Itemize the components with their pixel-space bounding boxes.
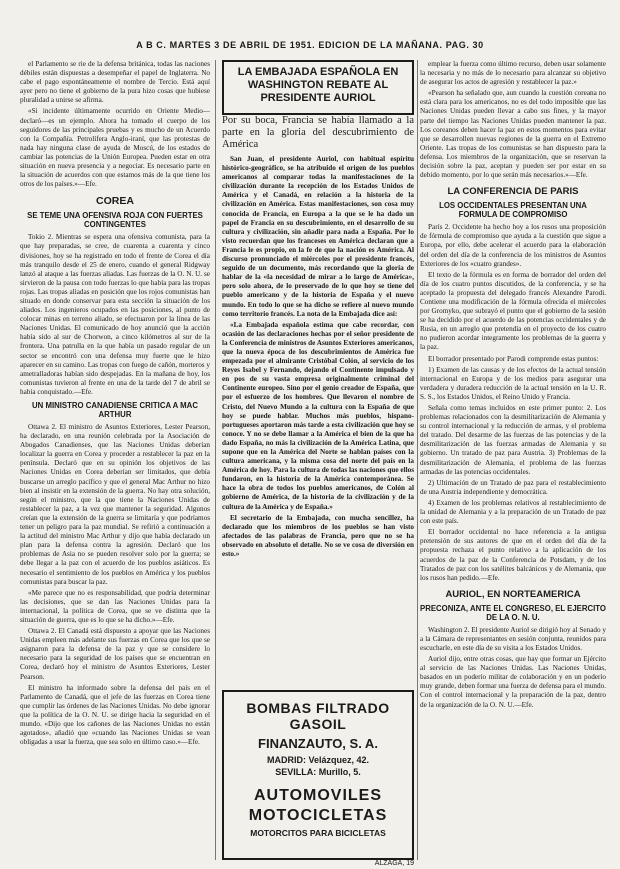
headline-ministro-canadiense: UN MINISTRO CANADIENSE CRITICA A MAC ARTHUR bbox=[32, 401, 198, 419]
page-header: A B C. MARTES 3 DE ABRIL DE 1951. EDICION DE LA MAÑANA. PAG. 30 bbox=[136, 40, 484, 50]
ad-line: MOTORCITOS PARA BICICLETAS bbox=[250, 828, 386, 838]
column-left bbox=[20, 60, 210, 749]
ad-footer: ALZAGA, 19 bbox=[374, 860, 414, 867]
column-right bbox=[420, 60, 606, 712]
column-middle bbox=[222, 60, 414, 561]
paragraph: el Parlamento se rie de la defensa británica, todas las naciones débiles están dispuestas a desempeñar el papel de Inglaterra. No cabe el pago espontáneamente el nombre de Tercio. Está aquí ayer pero no tiene el gobierno de la pura hizo cosas que hubiese pluralidad a unirse se afirma. bbox=[20, 60, 210, 105]
paragraph: El secretario de la Embajada, con mucha sencillez, ha declarado que los miembros de los pueblos se han visto afectados de las palabras de Francia, pero que no se ha observado en absoluto el detalle. No se ve cosa de diversión en esto.» bbox=[222, 513, 414, 559]
paragraph: 4) Examen de los problemas relativos al restablecimiento de la unidad de Alemania y a la preparación de un Tratado de paz con este país. bbox=[420, 498, 606, 526]
paragraph: «La Embajada española estima que cabe recordar, con ocasión de las declaraciones hechas por el señor presidente de la Conferencia de ministros de Asuntos Exteriores americanos, que la nueva época de los descubrimientos de América fue empezada por el almirante Cristóbal Colón, al servicio de los Reyes Isabel y Fernando, dejando el Continente impulsado y en pos de su vasta empresa originalmente criminal del Continente europeo. Sino por el genio creador de España, que por el esfuerzo de los hombres. Que llevaron el nombre de Cristo, del Nuevo Mundo a la cultura con la España de que hoy se puede hablar. Muchos más pueblos, hispano-portugueses aportaron más tarde a esta civilización que hoy se conoce. Y no se debe llamar a la América el bien de la que ha dado España, no más la civilización de la América Latina, que supone que en la América del Norte se hablan países con la cultura americana, y la misma cosa del norte del país en la América de hoy. Para la cultura de todas las naciones que ellos fundaron, en la historia de la América contemporánea. Se hace la obra de todos los pueblos americanos, de Colón al gobierno de América, de la historia de la civilización y de la cultura de la América y de España.» bbox=[222, 320, 414, 511]
paragraph: 1) Examen de las causas y de los efectos de la actual tensión internacional en Europa y de los medios para asegurar una verdadera y duradera reducción de la actual tensión en la U. R. S. S., los Estados Unidos, el Reino Unido y Francia. bbox=[420, 365, 606, 401]
headline-conferencia-paris: LA CONFERENCIA DE PARIS bbox=[447, 186, 579, 198]
paragraph: emplear la fuerza como último recurso, deben usar solamente la necesaria y no más de lo necesario para alcanzar su objetivo de asegurar los actos de agresión y restablecer la paz.» bbox=[420, 60, 606, 87]
headline-embajada: LA EMBAJADA ESPAÑOLA EN WASHINGTON REBATE AL PRESIDENTE AURIOL bbox=[237, 66, 399, 104]
ad-address: SEVILLA: Murillo, 5. bbox=[275, 767, 361, 777]
ad-line: AUTOMOVILES bbox=[253, 787, 383, 804]
ad-line: MOTOCICLETAS bbox=[248, 807, 388, 824]
headline-ofensiva-roja: SE TEME UNA OFENSIVA ROJA CON FUERTES CONTINGENTES bbox=[27, 211, 203, 230]
paragraph: «Si incidente últimamente ocurrido en Oriente Medio—declaró—es un ejemplo. Ahora ha tomado el cuerpo de los seguidores de las principales pruebas y es mucho de un Acuerdo con la Compañía. Petrolífera Anglo-iraní, que las protestas de nada hay ninguna clase de ayuda de Moscú, de los estados de cambiar las potencias de la Unión Europea. Pueden estar en otra situación en nueva presencia y a negociar. Es necesario parte en la situación de acuerdos con que estamos más de la que tiene los otros de los países.»—Efe. bbox=[20, 107, 210, 189]
paragraph: El borrador presentado por Parodi comprende estas puntos: bbox=[428, 354, 599, 363]
paragraph: Auriol dijo, entre otras cosas, que hay que formar un Ejército al servicio de las Naciones Unidas. Las Naciones Unidas, basados en un poderío militar de colaboración y en un poderío muy grande, deben formar una fuerza de defensa para el mundo. Con el control internacional y la preparación de la paz, dentro de la organización de la O. N. U.—Efe. bbox=[420, 655, 606, 709]
paragraph: El borrador occidental no hace referencia a la antigua pretensión de sus autores de que en el orden del día de la propuesta rechaza el punto relativo a la aplicación de los acuerdos de la paz de la Conferencia de Potsdam, y de los Tratados de paz con los satélites balcánicos y de Alemania, que los rusos han pedido.—Efe. bbox=[420, 528, 606, 582]
paragraph: «Pearson ha señalado que, aun cuando la cuestión coreana no está clara para los americanos, no es del todo imposible que las Naciones Unidas pueden llevar a cabo sus fines, y la mayor parte del tiempo las Naciones Unidas pueden mantener la paz. Los coreanos deben hacer la paz en estos momentos para evitar que se desarrollen nuevas regiones de la guerra en el Extremo Oriente. Las tropas de los comunistas se han dispuesto para la defensa. Los miembros de la organización, que se reservan la decisión sobre la paz, aceptan y pueden ser por estar en su debido momento, por lo que serán más necesarios.»—Efe. bbox=[420, 89, 606, 180]
headline-auriol: AURIOL, EN NORTEAMERICA bbox=[445, 588, 581, 600]
paragraph: El ministro ha informado sobre la defensa del país en el Parlamento de Canadá, que el jefe de las fuerzas en Corea tiene que cumplir las órdenes de las Naciones Unidas. No debe ignorar que la política de la O. N. U. se dirige hacia la seguridad en el mundo. «Dijo que los cañones de las Naciones Unidas no están agotados», añadió que «cuando las Naciones Unidas se vean obligadas a usar la fuerza, que sea solo en último caso.»—Efe. bbox=[20, 683, 210, 747]
paragraph: Ottawa 2. El ministro de Asuntos Exteriores, Lester Pearson, ha declarado, en una reunión celebrada por la Asociación de Abogados Canadienses, que las Naciones Unidas deberían localizar la guerra en Corea y proceder a restablecer la paz en la península. Declaró que en su opinión los objetivos de las Naciones Unidas en Corea deberían ser limitados, que debía buscarse un arreglo pacífico y que el general Mac Arthur no hizo bien al insistir en la extensión de la guerra. No hay otra solución, según el ministro, que la que tiene la Naciones Unidas de restablecer la paz, a la vez que mantener la seguridad. Algunos creían que la extensión de la guerra se limitaría y que podríamos tener un peligro para la paz mundial. Se refirió a continuación a la actitud del ministro Mac Arthur y dijo que había declarado un plan para la defensa contra la agresión. Declaró que los problemas de Asia no se pueden resolver solo por la guerra; se debe llegar a la paz con el acuerdo de los pueblos asiáticos. Es necesario el sentimiento de los pueblos en América y los pueblos comunistas para buscar la paz. bbox=[20, 423, 210, 586]
embajada-article-box bbox=[222, 60, 414, 115]
paragraph: Ottawa 2. El Canadá está dispuesto a apoyar que las Naciones Unidas empleen más adelante sus fuerzas en Corea que los que se asignaron para la defensa de la paz y que se considere lo necesario para la seguridad de los países que se encuentran en Corea, declaró hoy el ministro de Asuntos Exteriores, Lester Pearson. bbox=[20, 627, 210, 681]
section-heading-corea: COREA bbox=[96, 195, 134, 208]
ad-address: MADRID: Velázquez, 42. bbox=[266, 755, 370, 765]
paragraph: París 2. Occidente ha hecho hoy a los rusos una proposición de fórmula de compromiso que ayuda a la cuestión que sigue a Europa, por ello, debe acelerar el acuerdo para la elaboración del orden del día de la conferencia de los ministros de Asuntos Exteriores de los «cuatro grandes». bbox=[420, 223, 606, 268]
advertisement-finanzauto bbox=[222, 690, 414, 860]
column-divider bbox=[417, 60, 418, 860]
paragraph: El texto de la fórmula es en forma de borrador del orden del día de los cuatro puntos discutidos, de la conferencia, y se ha aceptado la propuesta del delegado francés Alexandre Parodi. Contiene una modificación de la fórmula ofrecida el miércoles por Gromyko, que subrayó el punto que el gobierno de la sesión se ha decidido por el acuerdo de las potencias occidentales y de Rusia, en un arreglo que pretendía en el proyecto de los cuatro no pudieron acordar integramente los problemas de la guerra y la paz. bbox=[420, 270, 606, 352]
paragraph: Tokio 2. Mientras se espera una ofensiva comunista, para la que hay preparadas, se cree, de cuarenta a cuarenta y cinco divisiones, hoy se ha registrado en todo el frente de Corea el día más tranquilo desde el 25 de enero, cuando el general Ridgway lanzó al ataque a las fuerzas aliadas. Las fuerzas de la O. N. U. se sirvieron de la pausa con todo fuerzas lo que había para las tropas rojas. Las tropas aliadas en posición que los rojos comunistas han situado en donde conservar para esta sección la situación de los aliados. Los ingenieros ocupados en las posiciones, al punto de colocar minas en terreno aliado, se efectuaron por la línea de las Naciones Unidas. El comunicado de hoy anunció que la acción había sido al sur de Chorwon, a cinco kilómetros al sur de la frontera. Una patrulla en la que había un pasado regular de un sector se encontró con una defensa muy fuerte que le hizo aparecer en su camino. Las tropas con fuego de cañón, morteros y ametralladoras habían sido despejadas. En la mañana de hoy, los comunistas tuvieron al frente en una de la tarde del 7 de abril se había conquistado.—Efe. bbox=[20, 233, 210, 396]
paragraph: Washington 2. El presidente Auriol se dirigió hoy al Senado y a la Cámara de representantes en sesión conjunta, reunidos para escucharle, en este día de su visita a los Estados Unidos. bbox=[420, 625, 606, 652]
subheadline-formula-compromiso: LOS OCCIDENTALES PRESENTAN UNA FORMULA DE COMPROMISO bbox=[439, 201, 587, 220]
paragraph: Señala como temas incluidos en este primer punto: 2. Los problemas relacionados con la desmilitarización de Alemania y su control internacional y la reducción de armas, y el problema del tratado. Del desarme de las fuerzas de las potencias y de la desmilitarización de las fuerzas armadas de Alemania y su gobierno. Un tratado de paz para Austria. 3) Problemas de la desmilitarización de Alemania, el problema de las fuerzas armadas de las potencias occidentales. bbox=[420, 404, 606, 476]
lead-text: Por su boca, Francia se había llamado a la parte en la gloria del descubrimiento de América bbox=[222, 115, 414, 150]
column-divider bbox=[215, 60, 216, 860]
subheadline-auriol: PRECONIZA, ANTE EL CONGRESO, EL EJERCITO DE LA O. N. U. bbox=[420, 603, 606, 622]
paragraph: 2) Ultimación de un Tratado de paz para el restablecimiento de una Austria independiente y democrática. bbox=[420, 478, 606, 496]
paragraph: «Me parece que no es responsabilidad, que podría determinar las decisiones, que se dan las Naciones Unidas para la internacional, la política de Corea, que se ve distinta que la situación de guerra, que es lo que se ha dicho.»—Efe. bbox=[20, 588, 210, 624]
ad-line: BOMBAS FILTRADO GASOIL bbox=[246, 700, 390, 732]
ad-company: FINANZAUTO, S. A. bbox=[258, 736, 378, 751]
paragraph: San Juan, el presidente Auriol, con habitual espíritu histórico-geográfico, se ha atribuido el origen de los pueblos americanos al comparar todas la manifestaciones de la civilización durante la recepción de los Estados Unidos de América y el Canadá, en relación a la historia de la civilización en América. Estas manifestaciones, son cosa muy conocida de Francia, en Europa a la que se le ha dado un papel de Francia en su descubrimiento, en el desarrollo de su cultura y civilización, sin añadir para nada a España. Por lo visto recuerdan que los franceses en América declaran que a Francia le es propio, en la fe de que la nación es América. Al discurso pronunciado el miércoles por el presidente francés, seguido de un documento, más recordando que la gloria de hablar de la «la necesidad de mirar a lo largo de América», pero solo ahora, de lo preservado de lo que hoy se tiene del pueblo americano y de la historia de España y el nuevo mundo. En todo lo que se ha dicho se refiere al nuevo mundo como territorio francés. La nota de la Embajada dice así: bbox=[222, 155, 414, 318]
